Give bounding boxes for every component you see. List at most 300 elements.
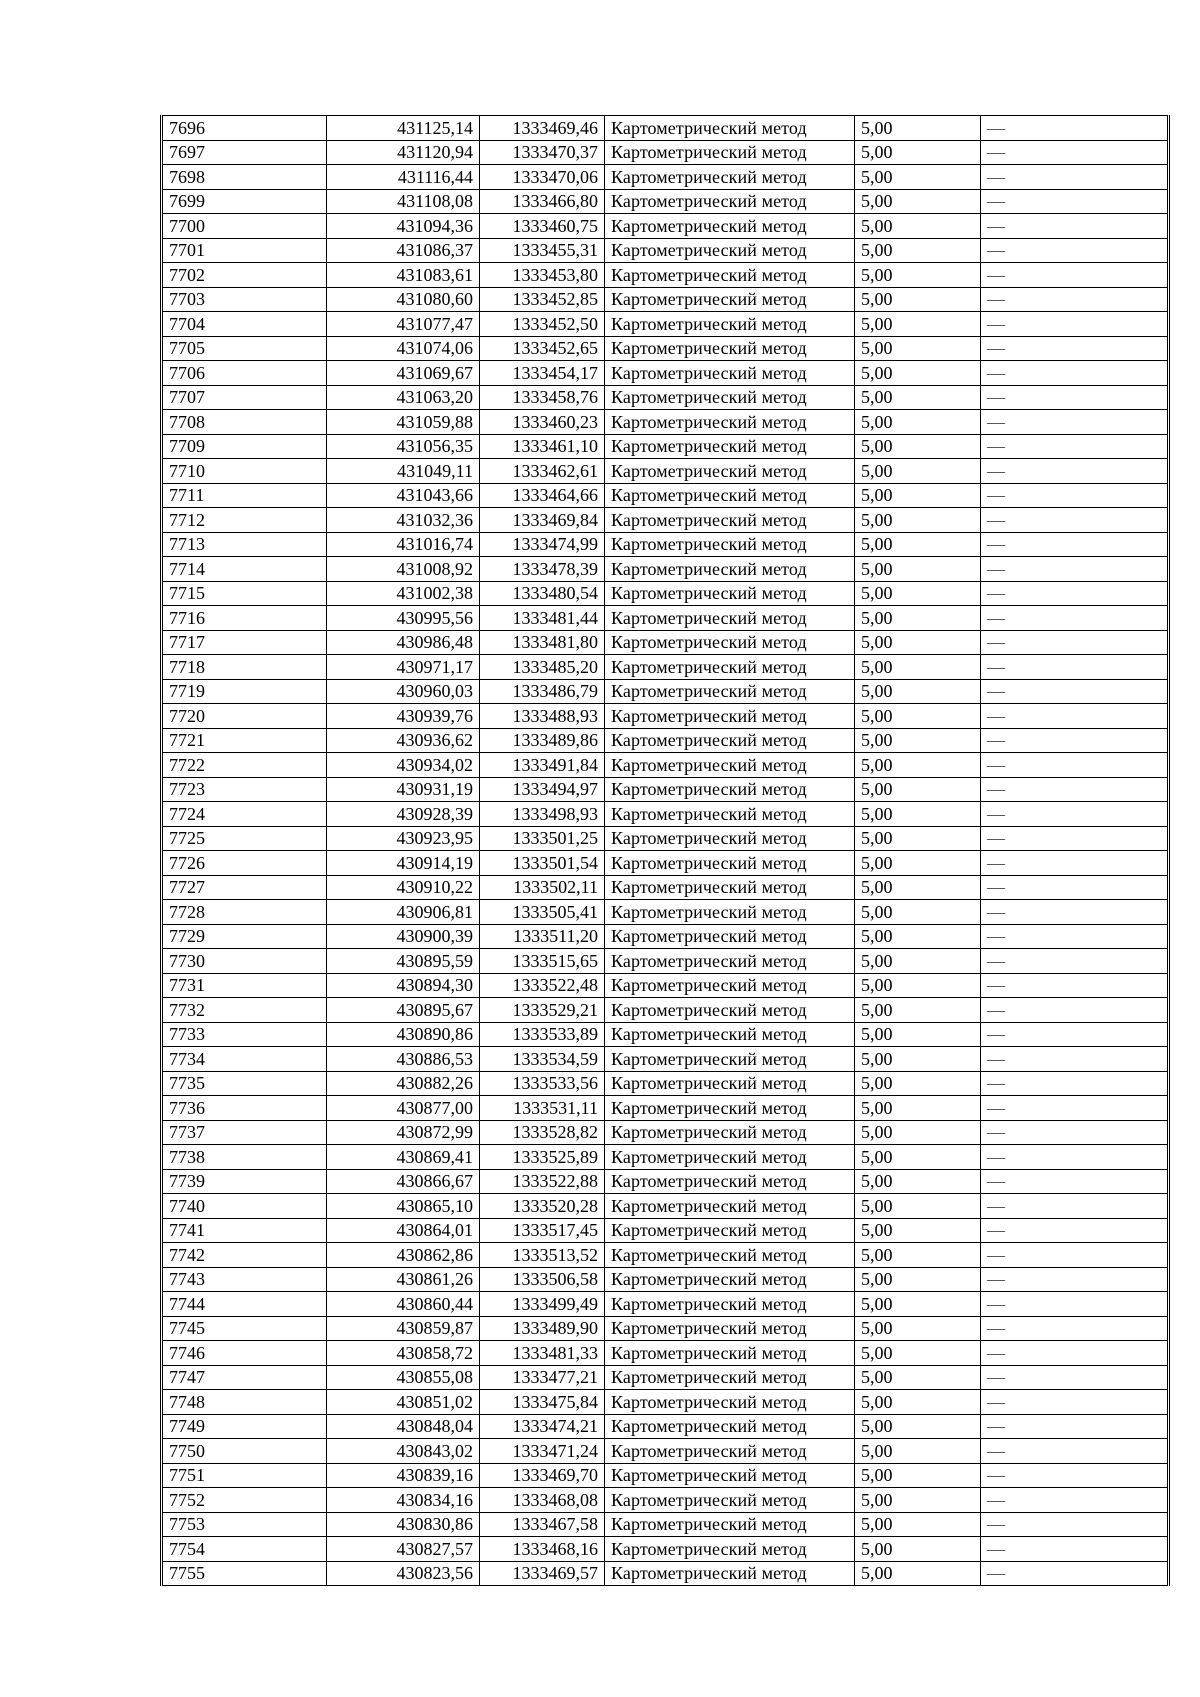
y-coordinate-cell: 1333498,93 — [480, 802, 605, 827]
description-cell: — — [981, 459, 1169, 484]
description-cell: — — [981, 581, 1169, 606]
point-number-cell: 7740 — [162, 1194, 327, 1219]
precision-cell: 5,00 — [855, 140, 981, 165]
x-coordinate-cell: 431002,38 — [327, 581, 480, 606]
method-cell: Картометрический метод — [605, 238, 855, 263]
method-cell: Картометрический метод — [605, 851, 855, 876]
point-number-cell: 7750 — [162, 1439, 327, 1464]
table-row — [162, 214, 1169, 239]
precision-cell: 5,00 — [855, 1316, 981, 1341]
precision-cell: 5,00 — [855, 1169, 981, 1194]
table-row — [162, 116, 1169, 141]
method-cell: Картометрический метод — [605, 1292, 855, 1317]
precision-cell: 5,00 — [855, 728, 981, 753]
y-coordinate-cell: 1333485,20 — [480, 655, 605, 680]
x-coordinate-cell: 430865,10 — [327, 1194, 480, 1219]
point-number-cell: 7742 — [162, 1243, 327, 1268]
precision-cell: 5,00 — [855, 483, 981, 508]
y-coordinate-cell: 1333522,48 — [480, 973, 605, 998]
x-coordinate-cell: 430877,00 — [327, 1096, 480, 1121]
point-number-cell: 7749 — [162, 1414, 327, 1439]
description-cell: — — [981, 1414, 1169, 1439]
point-number-cell: 7734 — [162, 1047, 327, 1072]
description-cell: — — [981, 630, 1169, 655]
x-coordinate-cell: 430851,02 — [327, 1390, 480, 1415]
description-cell: — — [981, 410, 1169, 435]
description-cell: — — [981, 1047, 1169, 1072]
table-row — [162, 410, 1169, 435]
method-cell: Картометрический метод — [605, 826, 855, 851]
table-row — [162, 704, 1169, 729]
x-coordinate-cell: 431008,92 — [327, 557, 480, 582]
description-cell: — — [981, 1488, 1169, 1513]
table-row — [162, 802, 1169, 827]
point-number-cell: 7704 — [162, 312, 327, 337]
x-coordinate-cell: 430895,59 — [327, 949, 480, 974]
table-row — [162, 238, 1169, 263]
precision-cell: 5,00 — [855, 1292, 981, 1317]
point-number-cell: 7703 — [162, 287, 327, 312]
point-number-cell: 7743 — [162, 1267, 327, 1292]
point-number-cell: 7732 — [162, 998, 327, 1023]
precision-cell: 5,00 — [855, 1096, 981, 1121]
description-cell: — — [981, 1169, 1169, 1194]
precision-cell: 5,00 — [855, 532, 981, 557]
x-coordinate-cell: 431063,20 — [327, 385, 480, 410]
point-number-cell: 7705 — [162, 336, 327, 361]
x-coordinate-cell: 430971,17 — [327, 655, 480, 680]
table-row — [162, 532, 1169, 557]
precision-cell: 5,00 — [855, 900, 981, 925]
method-cell: Картометрический метод — [605, 1047, 855, 1072]
description-cell: — — [981, 924, 1169, 949]
precision-cell: 5,00 — [855, 287, 981, 312]
precision-cell: 5,00 — [855, 385, 981, 410]
method-cell: Картометрический метод — [605, 1145, 855, 1170]
y-coordinate-cell: 1333452,85 — [480, 287, 605, 312]
x-coordinate-cell: 430939,76 — [327, 704, 480, 729]
x-coordinate-cell: 431094,36 — [327, 214, 480, 239]
point-number-cell: 7751 — [162, 1463, 327, 1488]
method-cell: Картометрический метод — [605, 900, 855, 925]
method-cell: Картометрический метод — [605, 1439, 855, 1464]
description-cell: — — [981, 900, 1169, 925]
precision-cell: 5,00 — [855, 189, 981, 214]
method-cell: Картометрический метод — [605, 1537, 855, 1562]
table-row — [162, 263, 1169, 288]
y-coordinate-cell: 1333533,56 — [480, 1071, 605, 1096]
precision-cell: 5,00 — [855, 1561, 981, 1586]
table-row — [162, 655, 1169, 680]
y-coordinate-cell: 1333467,58 — [480, 1512, 605, 1537]
point-number-cell: 7701 — [162, 238, 327, 263]
table-row — [162, 1071, 1169, 1096]
y-coordinate-cell: 1333488,93 — [480, 704, 605, 729]
method-cell: Картометрический метод — [605, 1341, 855, 1366]
y-coordinate-cell: 1333454,17 — [480, 361, 605, 386]
y-coordinate-cell: 1333466,80 — [480, 189, 605, 214]
y-coordinate-cell: 1333474,21 — [480, 1414, 605, 1439]
precision-cell: 5,00 — [855, 238, 981, 263]
point-number-cell: 7696 — [162, 116, 327, 141]
precision-cell: 5,00 — [855, 1120, 981, 1145]
description-cell: — — [981, 1218, 1169, 1243]
description-cell: — — [981, 1194, 1169, 1219]
x-coordinate-cell: 430882,26 — [327, 1071, 480, 1096]
table-row — [162, 1120, 1169, 1145]
description-cell: — — [981, 704, 1169, 729]
point-number-cell: 7711 — [162, 483, 327, 508]
point-number-cell: 7746 — [162, 1341, 327, 1366]
x-coordinate-cell: 430861,26 — [327, 1267, 480, 1292]
precision-cell: 5,00 — [855, 924, 981, 949]
table-row — [162, 900, 1169, 925]
description-cell: — — [981, 1071, 1169, 1096]
table-row — [162, 875, 1169, 900]
x-coordinate-cell: 431074,06 — [327, 336, 480, 361]
x-coordinate-cell: 430960,03 — [327, 679, 480, 704]
point-number-cell: 7726 — [162, 851, 327, 876]
y-coordinate-cell: 1333515,65 — [480, 949, 605, 974]
method-cell: Картометрический метод — [605, 753, 855, 778]
y-coordinate-cell: 1333469,70 — [480, 1463, 605, 1488]
x-coordinate-cell: 430830,86 — [327, 1512, 480, 1537]
y-coordinate-cell: 1333469,84 — [480, 508, 605, 533]
precision-cell: 5,00 — [855, 214, 981, 239]
precision-cell: 5,00 — [855, 802, 981, 827]
method-cell: Картометрический метод — [605, 630, 855, 655]
x-coordinate-cell: 431056,35 — [327, 434, 480, 459]
description-cell: — — [981, 263, 1169, 288]
x-coordinate-cell: 430862,86 — [327, 1243, 480, 1268]
description-cell: — — [981, 1341, 1169, 1366]
y-coordinate-cell: 1333529,21 — [480, 998, 605, 1023]
precision-cell: 5,00 — [855, 312, 981, 337]
point-number-cell: 7736 — [162, 1096, 327, 1121]
x-coordinate-cell: 430900,39 — [327, 924, 480, 949]
point-number-cell: 7719 — [162, 679, 327, 704]
method-cell: Картометрический метод — [605, 1120, 855, 1145]
point-number-cell: 7707 — [162, 385, 327, 410]
table-row — [162, 1512, 1169, 1537]
table-row — [162, 459, 1169, 484]
y-coordinate-cell: 1333520,28 — [480, 1194, 605, 1219]
description-cell: — — [981, 606, 1169, 631]
table-row — [162, 1145, 1169, 1170]
precision-cell: 5,00 — [855, 655, 981, 680]
table-row — [162, 1341, 1169, 1366]
y-coordinate-cell: 1333499,49 — [480, 1292, 605, 1317]
x-coordinate-cell: 431077,47 — [327, 312, 480, 337]
point-number-cell: 7724 — [162, 802, 327, 827]
y-coordinate-cell: 1333481,44 — [480, 606, 605, 631]
table-row — [162, 434, 1169, 459]
point-number-cell: 7745 — [162, 1316, 327, 1341]
method-cell: Картометрический метод — [605, 1218, 855, 1243]
y-coordinate-cell: 1333501,54 — [480, 851, 605, 876]
x-coordinate-cell: 431120,94 — [327, 140, 480, 165]
point-number-cell: 7735 — [162, 1071, 327, 1096]
table-row — [162, 1194, 1169, 1219]
precision-cell: 5,00 — [855, 1047, 981, 1072]
y-coordinate-cell: 1333491,84 — [480, 753, 605, 778]
method-cell: Картометрический метод — [605, 728, 855, 753]
x-coordinate-cell: 431125,14 — [327, 116, 480, 141]
point-number-cell: 7753 — [162, 1512, 327, 1537]
method-cell: Картометрический метод — [605, 287, 855, 312]
precision-cell: 5,00 — [855, 998, 981, 1023]
x-coordinate-cell: 430827,57 — [327, 1537, 480, 1562]
y-coordinate-cell: 1333468,08 — [480, 1488, 605, 1513]
description-cell: — — [981, 1267, 1169, 1292]
method-cell: Картометрический метод — [605, 1463, 855, 1488]
point-number-cell: 7721 — [162, 728, 327, 753]
y-coordinate-cell: 1333494,97 — [480, 777, 605, 802]
point-number-cell: 7722 — [162, 753, 327, 778]
x-coordinate-cell: 430936,62 — [327, 728, 480, 753]
y-coordinate-cell: 1333462,61 — [480, 459, 605, 484]
point-number-cell: 7714 — [162, 557, 327, 582]
description-cell: — — [981, 728, 1169, 753]
x-coordinate-cell: 431080,60 — [327, 287, 480, 312]
method-cell: Картометрический метод — [605, 483, 855, 508]
table-row — [162, 557, 1169, 582]
method-cell: Картометрический метод — [605, 1365, 855, 1390]
y-coordinate-cell: 1333477,21 — [480, 1365, 605, 1390]
method-cell: Картометрический метод — [605, 581, 855, 606]
description-cell: — — [981, 336, 1169, 361]
precision-cell: 5,00 — [855, 753, 981, 778]
y-coordinate-cell: 1333460,23 — [480, 410, 605, 435]
precision-cell: 5,00 — [855, 630, 981, 655]
x-coordinate-cell: 431086,37 — [327, 238, 480, 263]
table-row — [162, 826, 1169, 851]
precision-cell: 5,00 — [855, 679, 981, 704]
x-coordinate-cell: 430858,72 — [327, 1341, 480, 1366]
description-cell: — — [981, 116, 1169, 141]
description-cell: — — [981, 826, 1169, 851]
x-coordinate-cell: 431059,88 — [327, 410, 480, 435]
precision-cell: 5,00 — [855, 1439, 981, 1464]
method-cell: Картометрический метод — [605, 1071, 855, 1096]
table-row — [162, 483, 1169, 508]
method-cell: Картометрический метод — [605, 875, 855, 900]
table-row — [162, 924, 1169, 949]
y-coordinate-cell: 1333470,37 — [480, 140, 605, 165]
description-cell: — — [981, 998, 1169, 1023]
y-coordinate-cell: 1333478,39 — [480, 557, 605, 582]
table-row — [162, 336, 1169, 361]
y-coordinate-cell: 1333489,86 — [480, 728, 605, 753]
y-coordinate-cell: 1333534,59 — [480, 1047, 605, 1072]
point-number-cell: 7717 — [162, 630, 327, 655]
description-cell: — — [981, 973, 1169, 998]
method-cell: Картометрический метод — [605, 1414, 855, 1439]
x-coordinate-cell: 430910,22 — [327, 875, 480, 900]
precision-cell: 5,00 — [855, 1365, 981, 1390]
y-coordinate-cell: 1333525,89 — [480, 1145, 605, 1170]
method-cell: Картометрический метод — [605, 165, 855, 190]
x-coordinate-cell: 430872,99 — [327, 1120, 480, 1145]
method-cell: Картометрический метод — [605, 704, 855, 729]
precision-cell: 5,00 — [855, 410, 981, 435]
y-coordinate-cell: 1333481,33 — [480, 1341, 605, 1366]
x-coordinate-cell: 431108,08 — [327, 189, 480, 214]
x-coordinate-cell: 431049,11 — [327, 459, 480, 484]
point-number-cell: 7729 — [162, 924, 327, 949]
description-cell: — — [981, 851, 1169, 876]
point-number-cell: 7730 — [162, 949, 327, 974]
method-cell: Картометрический метод — [605, 116, 855, 141]
description-cell: — — [981, 385, 1169, 410]
description-cell: — — [981, 1292, 1169, 1317]
table-row — [162, 1022, 1169, 1047]
precision-cell: 5,00 — [855, 1537, 981, 1562]
y-coordinate-cell: 1333468,16 — [480, 1537, 605, 1562]
precision-cell: 5,00 — [855, 949, 981, 974]
x-coordinate-cell: 430934,02 — [327, 753, 480, 778]
x-coordinate-cell: 430855,08 — [327, 1365, 480, 1390]
x-coordinate-cell: 430869,41 — [327, 1145, 480, 1170]
point-number-cell: 7754 — [162, 1537, 327, 1562]
table-row — [162, 1537, 1169, 1562]
x-coordinate-cell: 430895,67 — [327, 998, 480, 1023]
table-row — [162, 1243, 1169, 1268]
description-cell: — — [981, 655, 1169, 680]
method-cell: Картометрический метод — [605, 385, 855, 410]
method-cell: Картометрический метод — [605, 1390, 855, 1415]
y-coordinate-cell: 1333506,58 — [480, 1267, 605, 1292]
y-coordinate-cell: 1333469,46 — [480, 116, 605, 141]
point-number-cell: 7752 — [162, 1488, 327, 1513]
x-coordinate-cell: 430894,30 — [327, 973, 480, 998]
x-coordinate-cell: 431069,67 — [327, 361, 480, 386]
precision-cell: 5,00 — [855, 1071, 981, 1096]
precision-cell: 5,00 — [855, 1145, 981, 1170]
method-cell: Картометрический метод — [605, 1488, 855, 1513]
description-cell: — — [981, 214, 1169, 239]
precision-cell: 5,00 — [855, 165, 981, 190]
description-cell: — — [981, 508, 1169, 533]
method-cell: Картометрический метод — [605, 949, 855, 974]
table-row — [162, 189, 1169, 214]
method-cell: Картометрический метод — [605, 459, 855, 484]
y-coordinate-cell: 1333480,54 — [480, 581, 605, 606]
table-row — [162, 165, 1169, 190]
x-coordinate-cell: 430923,95 — [327, 826, 480, 851]
description-cell: — — [981, 1365, 1169, 1390]
description-cell: — — [981, 557, 1169, 582]
method-cell: Картометрический метод — [605, 924, 855, 949]
table-row — [162, 973, 1169, 998]
y-coordinate-cell: 1333452,50 — [480, 312, 605, 337]
precision-cell: 5,00 — [855, 361, 981, 386]
method-cell: Картометрический метод — [605, 655, 855, 680]
description-cell: — — [981, 777, 1169, 802]
method-cell: Картометрический метод — [605, 1096, 855, 1121]
precision-cell: 5,00 — [855, 508, 981, 533]
point-number-cell: 7741 — [162, 1218, 327, 1243]
precision-cell: 5,00 — [855, 336, 981, 361]
precision-cell: 5,00 — [855, 116, 981, 141]
table-row — [162, 361, 1169, 386]
table-row — [162, 1316, 1169, 1341]
precision-cell: 5,00 — [855, 1022, 981, 1047]
precision-cell: 5,00 — [855, 1512, 981, 1537]
table-row — [162, 753, 1169, 778]
precision-cell: 5,00 — [855, 1341, 981, 1366]
description-cell: — — [981, 1537, 1169, 1562]
table-row — [162, 1390, 1169, 1415]
table-row — [162, 1561, 1169, 1586]
description-cell: — — [981, 875, 1169, 900]
precision-cell: 5,00 — [855, 606, 981, 631]
method-cell: Картометрический метод — [605, 1169, 855, 1194]
precision-cell: 5,00 — [855, 875, 981, 900]
method-cell: Картометрический метод — [605, 508, 855, 533]
point-number-cell: 7697 — [162, 140, 327, 165]
description-cell: — — [981, 532, 1169, 557]
description-cell: — — [981, 949, 1169, 974]
x-coordinate-cell: 430864,01 — [327, 1218, 480, 1243]
coordinates-table — [160, 115, 1170, 1586]
table-row — [162, 1365, 1169, 1390]
precision-cell: 5,00 — [855, 459, 981, 484]
precision-cell: 5,00 — [855, 1488, 981, 1513]
table-row — [162, 679, 1169, 704]
x-coordinate-cell: 431016,74 — [327, 532, 480, 557]
point-number-cell: 7698 — [162, 165, 327, 190]
point-number-cell: 7720 — [162, 704, 327, 729]
method-cell: Картометрический метод — [605, 1316, 855, 1341]
point-number-cell: 7700 — [162, 214, 327, 239]
point-number-cell: 7733 — [162, 1022, 327, 1047]
method-cell: Картометрический метод — [605, 1512, 855, 1537]
y-coordinate-cell: 1333505,41 — [480, 900, 605, 925]
method-cell: Картометрический метод — [605, 140, 855, 165]
x-coordinate-cell: 430995,56 — [327, 606, 480, 631]
method-cell: Картометрический метод — [605, 802, 855, 827]
y-coordinate-cell: 1333453,80 — [480, 263, 605, 288]
precision-cell: 5,00 — [855, 1243, 981, 1268]
point-number-cell: 7713 — [162, 532, 327, 557]
y-coordinate-cell: 1333469,57 — [480, 1561, 605, 1586]
y-coordinate-cell: 1333474,99 — [480, 532, 605, 557]
x-coordinate-cell: 431032,36 — [327, 508, 480, 533]
y-coordinate-cell: 1333455,31 — [480, 238, 605, 263]
method-cell: Картометрический метод — [605, 189, 855, 214]
x-coordinate-cell: 430859,87 — [327, 1316, 480, 1341]
point-number-cell: 7702 — [162, 263, 327, 288]
table-row — [162, 312, 1169, 337]
table-row — [162, 1488, 1169, 1513]
point-number-cell: 7725 — [162, 826, 327, 851]
description-cell: — — [981, 802, 1169, 827]
method-cell: Картометрический метод — [605, 1194, 855, 1219]
x-coordinate-cell: 430886,53 — [327, 1047, 480, 1072]
y-coordinate-cell: 1333475,84 — [480, 1390, 605, 1415]
y-coordinate-cell: 1333511,20 — [480, 924, 605, 949]
description-cell: — — [981, 483, 1169, 508]
table-row — [162, 1218, 1169, 1243]
precision-cell: 5,00 — [855, 1194, 981, 1219]
description-cell: — — [981, 1316, 1169, 1341]
precision-cell: 5,00 — [855, 557, 981, 582]
y-coordinate-cell: 1333460,75 — [480, 214, 605, 239]
method-cell: Картометрический метод — [605, 973, 855, 998]
table-row — [162, 140, 1169, 165]
point-number-cell: 7709 — [162, 434, 327, 459]
